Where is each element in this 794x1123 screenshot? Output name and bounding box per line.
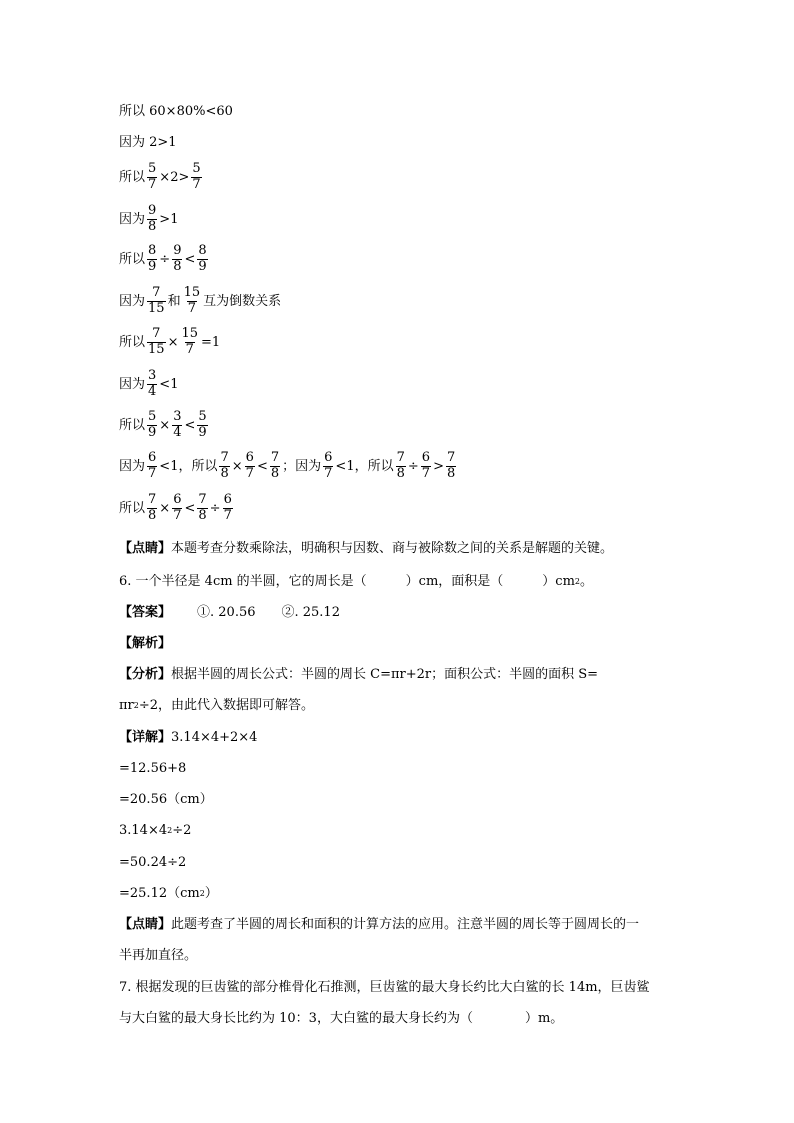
text: ×2> xyxy=(159,169,190,185)
numerator: 8 xyxy=(148,243,157,258)
text: 互为倒数关系 xyxy=(203,293,282,309)
text: × xyxy=(159,500,171,516)
question-text: 6. 一个半径是 4cm 的半圆，它的周长是（ ）cm，面积是（ ）cm xyxy=(119,574,575,589)
fraction xyxy=(172,493,182,524)
line-8 xyxy=(119,369,178,400)
line-10 xyxy=(119,451,458,482)
denominator: 8 xyxy=(270,465,280,481)
line-9 xyxy=(119,410,210,441)
denominator: 8 xyxy=(198,507,207,523)
text: >1 xyxy=(159,211,179,227)
tag-dianjing: 【点睛】 xyxy=(119,541,172,556)
text: <1 xyxy=(159,376,179,392)
step-5: =25.12（cm 2 ） xyxy=(119,886,218,901)
line-4 xyxy=(119,204,178,235)
denominator: 7 xyxy=(185,341,194,357)
text: 。 xyxy=(580,574,594,589)
fraction xyxy=(183,286,202,317)
fraction xyxy=(172,244,182,275)
fraction xyxy=(245,451,255,482)
numerator: 7 xyxy=(446,450,456,465)
fraction xyxy=(446,451,456,482)
denominator: 7 xyxy=(187,300,196,316)
detail-line xyxy=(119,731,257,744)
fraction xyxy=(197,410,207,441)
text: ÷ xyxy=(407,458,419,474)
numerator: 8 xyxy=(198,243,207,258)
line-7 xyxy=(119,327,220,358)
text: < xyxy=(184,500,196,516)
tag-jiexi: 【解析】 xyxy=(119,636,172,651)
numerator: 9 xyxy=(173,243,182,258)
text: 根据半圆的周长公式：半圆的周长 C=πr+2r；面积公式：半圆的面积 S= xyxy=(171,667,599,682)
question-6: 6. 一个半径是 4cm 的半圆，它的周长是（ ）cm，面积是（ ）cm 2 。 xyxy=(119,574,594,589)
text: < xyxy=(184,251,196,267)
numerator: 7 xyxy=(148,492,157,507)
line-2 xyxy=(119,136,177,149)
text: <1，所以 xyxy=(335,458,394,474)
denominator: 8 xyxy=(396,465,405,481)
fraction xyxy=(219,451,229,482)
text: × xyxy=(167,334,179,350)
denominator: 7 xyxy=(421,465,431,481)
numerator: 6 xyxy=(421,450,431,465)
answer-line xyxy=(119,606,340,619)
numerator: 7 xyxy=(270,450,280,465)
tag-answer: 【答案】 xyxy=(119,605,172,620)
numerator: 6 xyxy=(173,492,182,507)
step-3: 3.14×4 2 ÷2 xyxy=(119,823,192,838)
tag-fenxi: 【分析】 xyxy=(119,667,172,682)
text: 此题考查了半圆的周长和面积的计算方法的应用。注意半圆的周长等于圆周长的一 xyxy=(171,917,640,932)
text: < xyxy=(184,417,196,433)
text: 所以 xyxy=(119,500,146,516)
numerator: 7 xyxy=(152,285,161,300)
denominator: 4 xyxy=(173,424,182,440)
fraction xyxy=(180,327,199,358)
question-text: 7. 根据发现的巨齿鲨的部分椎骨化石推测，巨齿鲨的最大身长约比大白鲨的长 14m，巨齿鲨 xyxy=(119,980,650,995)
fraction xyxy=(172,410,182,441)
text: ÷ xyxy=(159,251,171,267)
text: 因为 xyxy=(119,376,146,392)
denominator: 15 xyxy=(148,300,165,316)
denominator: 8 xyxy=(148,507,157,523)
fraction xyxy=(147,204,157,235)
jiexi-line xyxy=(119,637,171,650)
denominator: 7 xyxy=(173,507,182,523)
question-text: 与大白鲨的最大身长比约为 10：3，大白鲨的最大身长约为（ ）m。 xyxy=(119,1011,564,1026)
fraction xyxy=(147,410,157,441)
text: ÷ xyxy=(209,500,221,516)
text: 因为 xyxy=(119,211,146,227)
text: 本题考查分数乘除法，明确积与因数、商与被除数之间的关系是解题的关键。 xyxy=(171,541,614,556)
text: ；因为 xyxy=(282,458,322,474)
denominator: 4 xyxy=(148,383,157,399)
denominator: 7 xyxy=(192,176,201,192)
numerator: 5 xyxy=(148,409,157,424)
text: 因为 xyxy=(119,293,146,309)
numerator: 15 xyxy=(183,285,201,300)
text: ÷2 xyxy=(172,823,192,838)
text: 所以 xyxy=(119,251,146,267)
comment-line-2 xyxy=(119,918,639,931)
fraction xyxy=(147,451,157,482)
denominator: 9 xyxy=(148,424,157,440)
numerator: 5 xyxy=(198,409,207,424)
denominator: 9 xyxy=(148,258,157,274)
line-5 xyxy=(119,244,210,275)
fraction xyxy=(396,451,406,482)
numerator: 5 xyxy=(148,161,157,176)
step-1 xyxy=(119,762,186,775)
numerator: 6 xyxy=(148,450,157,465)
fraction xyxy=(147,327,166,358)
fraction xyxy=(421,451,431,482)
numerator: 3 xyxy=(148,368,157,383)
numerator: 7 xyxy=(220,450,229,465)
denominator: 8 xyxy=(148,218,157,234)
line-3 xyxy=(119,162,204,193)
denominator: 7 xyxy=(245,465,254,481)
comment-line-2b xyxy=(119,949,197,962)
text: <1，所以 xyxy=(159,458,218,474)
tag-xiangjie: 【详解】 xyxy=(119,730,172,745)
text: × xyxy=(231,458,243,474)
text: =25.12（cm xyxy=(119,886,200,901)
numerator: 7 xyxy=(152,326,161,341)
denominator: 15 xyxy=(148,341,165,357)
numerator: 7 xyxy=(198,492,207,507)
denominator: 7 xyxy=(324,465,333,481)
text: πr xyxy=(119,698,134,713)
fraction xyxy=(147,493,157,524)
text: 所以 60×80%<60 xyxy=(119,104,233,119)
numerator: 9 xyxy=(148,203,157,218)
text: =12.56+8 xyxy=(119,761,187,776)
denominator: 8 xyxy=(446,465,456,481)
denominator: 7 xyxy=(148,176,157,192)
fraction xyxy=(197,244,207,275)
text: < xyxy=(256,458,268,474)
text: =1 xyxy=(201,334,221,350)
denominator: 8 xyxy=(173,258,182,274)
text: 所以 xyxy=(119,169,146,185)
text: ÷2，由此代入数据即可解答。 xyxy=(138,698,315,713)
fraction xyxy=(147,162,157,193)
text: 所以 xyxy=(119,334,146,350)
tag-dianjing: 【点睛】 xyxy=(119,917,172,932)
text: 半再加直径。 xyxy=(119,948,198,963)
fraction xyxy=(147,369,157,400)
denominator: 9 xyxy=(198,258,207,274)
text: 3.14×4 xyxy=(119,823,168,838)
analysis-line xyxy=(119,668,598,681)
numerator: 7 xyxy=(396,450,405,465)
fraction xyxy=(147,286,166,317)
fraction xyxy=(323,451,333,482)
text: 3.14×4+2×4 xyxy=(171,730,258,745)
numerator: 3 xyxy=(173,409,182,424)
line-1 xyxy=(119,105,233,118)
comment-line xyxy=(119,542,613,555)
text: =20.56（cm） xyxy=(119,792,213,807)
line-11 xyxy=(119,493,235,524)
text: > xyxy=(433,458,444,474)
denominator: 8 xyxy=(220,465,229,481)
question-7-line-2 xyxy=(119,1012,563,1025)
question-7 xyxy=(119,981,650,994)
numerator: 6 xyxy=(324,450,333,465)
answer-text: ①. 20.56 ②. 25.12 xyxy=(171,605,340,620)
fraction xyxy=(270,451,280,482)
step-4 xyxy=(119,856,186,869)
denominator: 7 xyxy=(148,465,157,481)
text: × xyxy=(159,417,171,433)
step-2 xyxy=(119,793,213,806)
text: ） xyxy=(204,886,218,901)
numerator: 5 xyxy=(192,161,201,176)
numerator: 6 xyxy=(223,492,232,507)
text: 所以 xyxy=(119,417,146,433)
numerator: 6 xyxy=(245,450,254,465)
text: 和 xyxy=(167,293,181,309)
fraction xyxy=(197,493,207,524)
text: 因为 xyxy=(119,458,146,474)
line-6 xyxy=(119,286,281,317)
text: 因为 2>1 xyxy=(119,135,177,150)
denominator: 9 xyxy=(198,424,207,440)
text: =50.24÷2 xyxy=(119,855,187,870)
fraction xyxy=(223,493,233,524)
denominator: 7 xyxy=(223,507,232,523)
fraction xyxy=(191,162,201,193)
analysis-line-2: πr 2 ÷2，由此代入数据即可解答。 xyxy=(119,698,315,713)
numerator: 15 xyxy=(181,326,199,341)
fraction xyxy=(147,244,157,275)
